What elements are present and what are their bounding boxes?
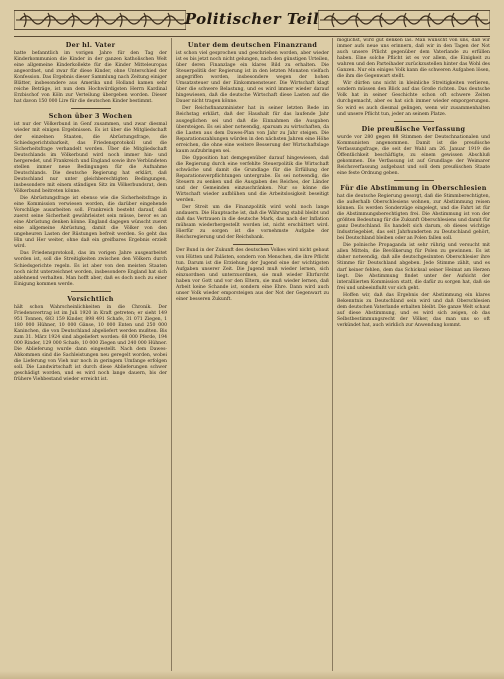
- article-separator: [233, 244, 273, 245]
- article-separator: [71, 108, 111, 109]
- article-paragraph: Das Friedensprotokoll, das im vorigen Jahre ausgearbeitet worden ist, soll die Streitigkeiten zwischen den Völkern durch Schiedsgerichte regeln. Es ist aber von den meisten Staaten noch nicht unterzeichnet worden, insbesondere England hat sich ablehnend verhalten. Man hofft aber, daß es doch noch zu einer Einigung kommen werde.: [14, 251, 167, 287]
- title-box: [184, 7, 320, 31]
- column-2: [176, 38, 329, 673]
- column-divider: [332, 38, 333, 671]
- article: [337, 125, 490, 177]
- article-paragraph: möglichst, wird gut denken las. Man wünscht von uns, daß wir immer aufs neue uns erinnern, daß wir in den Tagen der Not auch unsere Pflicht gegenüber dem Vaterlande zu erfüllen haben. Eine solche Pflicht ist es vor allem, die Einigkeit zu wahren und den Parteihader zurückzustellen hinter das Wohl des Ganzen. Nur ein einiges Volk kann die schweren Aufgaben lösen, die ihm die Gegenwart stellt.: [337, 38, 490, 80]
- article: [14, 112, 167, 287]
- article-paragraph: ist nur der Völkerbund in Genf zusammen, und zwar diesmal wieder mit einigen Ergebnissen. Es ist über die Mitgliedschaft der einzelnen Staaten, die Abrüstungsfrage, die Schiedsgerichtsbarkeit, das Friedensprotokoll und die Sicherheitsfrage verhandelt worden. Über die Mitgliedschaft Deutschlands im Völkerbund wird noch immer hin- und hergeredet, und Frankreich und England sowie ihre Verbündeten stellen immer neue Bedingungen für die Aufnahme Deutschlands. Die deutsche Regierung hat erklärt, daß Deutschland nur unter gleichberechtigten Bedingungen, insbesondere mit einem ständigen Sitz im Völkerbundsrat, dem Völkerbund beitreten könne.: [14, 122, 167, 194]
- column-3: [337, 38, 490, 673]
- article-paragraph: Der Bund in der Zukunft des deutschen Volkes wird nicht gebaut von Hütten und Palästen, sondern von Menschen, die ihre Pflicht tun. Darum ist die Erziehung der Jugend eine der wichtigsten Aufgaben unserer Zeit. Die Jugend muß wieder lernen, sich einzuordnen und unterzuordnen, sie muß wieder Ehrfurcht haben vor Gott und vor den Eltern, sie muß wieder lernen, daß Arbeit keine Schande ist, sondern eine Ehre. Dann wird auch unser Volk wieder emporsteigen aus der Not der Gegenwart zu einer besseren Zukunft.: [176, 248, 329, 302]
- article: [337, 38, 490, 118]
- article-paragraph: Die Opposition hat demgegenüber darauf hingewiesen, daß die Regierung durch eine verfehlte Steuerpolitik die Wirtschaft schwäche und damit die Grundlage für die Erfüllung der Reparationsverpflichtungen untergrabe. Es sei notwendig, die Steuern zu senken und die Ausgaben des Reiches, der Länder und der Gemeinden einzuschränken. Nur so könne die Wirtschaft wieder aufblühen und die Arbeitslosigkeit beseitigt werden.: [176, 155, 329, 204]
- article: [337, 184, 490, 329]
- article-heading: Für die Abstimmung in Oberschlesien: [340, 183, 487, 192]
- column-divider: [171, 38, 172, 671]
- right-ornament: [318, 10, 490, 30]
- header-rule: [14, 36, 490, 37]
- article-paragraph: Wir dürfen uns nicht in kleinliche Streitigkeiten verlieren, sondern müssen den Blick auf das Große richten. Das deutsche Volk hat in seiner Geschichte schon oft schwere Zeiten durchgemacht, aber es hat sich immer wieder emporgerungen. So wird es auch diesmal gelingen, wenn wir zusammenhalten und unsere Pflicht tun, jeder an seinem Platze.: [337, 81, 490, 117]
- column-1: [14, 38, 167, 673]
- page-edge: [0, 671, 504, 679]
- article-separator: [71, 291, 111, 292]
- article-heading: Schon über 3 Wochen: [48, 112, 133, 121]
- section-title: Politischer Teil: [184, 10, 320, 28]
- section-header: [14, 3, 490, 35]
- article-heading: Vorsichtlich: [67, 294, 114, 303]
- article: [176, 41, 329, 241]
- left-ornament: [14, 10, 186, 30]
- article-separator: [394, 180, 434, 181]
- article-paragraph: wurde vor 280 gegen 88 Stimmen der Deutschnationalen und Kommunisten angenommen. Damit ist die preußische Verfassungsfrage, die seit der Wahl am 26. Januar 1919 die Öffentlichkeit beschäftigte, zu einem gewissen Abschluß gekommen. Die Verfassung ist auf Grundlage der Weimarer Reichsverfassung aufgebaut und soll dem preußischen Staate eine feste Ordnung geben.: [337, 134, 490, 176]
- article-heading: Unter dem deutschen Finanzrand: [187, 41, 318, 49]
- article-paragraph: Die Abrüstungsfrage ist ebenso wie die Sicherheitsfrage in eine Kommission verwiesen worden, die darüber eingehende Vorschläge ausarbeiten soll. Frankreich besteht darauf, daß zuerst seine Sicherheit gewährleistet sein müsse, bevor es an eine Abrüstung denken könne. England dagegen wünscht zuerst eine allgemeine Abrüstung, damit die Völker von den ungeheuren Lasten der Rüstungen befreit werden. So geht das Hin und Her weiter, ohne daß ein greifbares Ergebnis erzielt wird.: [14, 195, 167, 250]
- article-paragraph: hält schon Wahrscheinlichkeiten in die Chronik. Der Friedensvertrag ist im Juli 1920 in Kraft getreten; er sieht 149 951 Tonnen, 683 159 Kinder, 898 491 Schafe, 31 071 Ziegen, 1 180 000 Hühner, 10 000 Gänse, 10 000 Enten und 250 000 Kaninchen, die von Deutschland abgeliefert werden mußten. Bis zum 31. März 1924 sind abgeliefert worden: 68 000 Pferde, 194 000 Rinder, 129 000 Schafe, 10 000 Ziegen und 240 000 Hühner. Die Ablieferung wurde dann eingestellt. Nach dem Dawes-Abkommen sind die Sachleistungen neu geregelt worden, wobei die Lieferung von Vieh nur noch in geringem Umfange erfolgen soll. Die Landwirtschaft ist durch diese Ablieferungen schwer geschädigt worden, und es wird noch lange dauern, bis der frühere Viehbestand wieder erreicht ist.: [14, 304, 167, 383]
- article-paragraph: Der Streit um die Finanzpolitik wird wohl noch lange andauern. Die Hauptsache ist, daß die Währung stabil bleibt und daß das Vertrauen in die deutsche Mark, das nach der Inflation mühsam wiederhergestellt worden ist, nicht erschüttert wird. Hierfür zu sorgen ist die vornehmste Aufgabe der Reichsregierung und der Reichsbank.: [176, 205, 329, 241]
- article-paragraph: Der Reichsfinanzminister hat in seiner letzten Rede im Reichstag erklärt, daß der Haushalt für das laufende Jahr ausgeglichen sei und daß die Einnahmen die Ausgaben übersteigen. Es sei aber notwendig, sparsam zu wirtschaften, da die Lasten aus dem Dawes-Plan von Jahr zu Jahr steigen. Die Reparationszahlungen würden in den nächsten Jahren eine Höhe erreichen, die ohne eine weitere Besserung der Wirtschaftslage kaum aufzubringen sei.: [176, 106, 329, 154]
- article-paragraph: Hoffen wir, daß das Ergebnis der Abstimmung ein klares Bekenntnis zu Deutschland sein wird und daß Oberschlesien dem deutschen Vaterlande erhalten bleibt. Die ganze Welt schaut auf diese Abstimmung, und es wird sich zeigen, ob das Selbstbestimmungsrecht der Völker, das man uns so oft verkündet hat, auch wirklich zur Anwendung kommt.: [337, 292, 490, 328]
- article-paragraph: hat die deutsche Regierung gesorgt, daß die Stimmberechtigten, die außerhalb Oberschlesiens wohnen, zur Abstimmung reisen können. Es werden Sonderzüge eingelegt, und die Fahrt ist für die Abstimmungsberechtigten frei. Die Abstimmung ist von der größten Bedeutung für die Zukunft Oberschlesiens und damit für ganz Deutschland. Es handelt sich darum, ob dieses wichtige Industriegebiet, das seit Jahrhunderten zu Deutschland gehört, bei Deutschland bleiben oder an Polen fallen soll.: [337, 193, 490, 242]
- article-paragraph: ist schon viel gesprochen und geschrieben worden, aber wieder ist es bis jetzt noch nicht gelungen, nach den günstigen Urteilen, über deren Finanzlage ein klares Bild zu erhalten. Die Steuerpolitik der Regierung ist in den letzten Monaten vielfach angegriffen worden, insbesondere wegen der hohen Umsatzsteuer und der Einkommensteuer. Die Wirtschaft klagt über die schwere Belastung, und es wird immer wieder darauf hingewiesen, daß die deutsche Wirtschaft diese Lasten auf die Dauer nicht tragen könne.: [176, 51, 329, 105]
- article: [14, 41, 167, 105]
- article-heading: Der hl. Vater: [65, 41, 116, 49]
- article-separator: [394, 121, 434, 122]
- article: [176, 248, 329, 302]
- article-heading: Die preußische Verfassung: [361, 124, 466, 133]
- article-paragraph: Die polnische Propaganda ist sehr rührig und versucht mit allen Mitteln, die Bevölkerung für Polen zu gewinnen. Es ist daher notwendig, daß alle deutschgesinnten Oberschlesier ihre Stimme für Deutschland abgeben. Jede Stimme zählt, und es darf keiner fehlen, dem das Schicksal seiner Heimat am Herzen liegt. Die Abstimmung findet unter der Aufsicht der interalliierten Kommission statt, die dafür zu sorgen hat, daß sie frei und unbeeinflußt vor sich geht.: [337, 243, 490, 291]
- article-paragraph: hatte befanntlich im vorigen Jahre für den Tag der Kinderkommunion die Kinder in der ganzen katholischen Welt eine allgemeine Kinderkollekte für die Kinder Mitteleuropas angeordnet, und zwar für diese Kinder, ohne Unterschied der Konfession. Das Ergebnis dieser Sammlung nach Zeitung einiger Blätter, insbesondere aus Amerika und Holland kamen sehr reiche Beträge, ist nun dem Hochwürdigsten Herrn Kardinal Erzbischof von Köln zur Verteilung übergeben worden. Dieser hat davon 150 000 Lire für die deutschen Kinder bestimmt.: [14, 51, 167, 105]
- article: [14, 295, 167, 384]
